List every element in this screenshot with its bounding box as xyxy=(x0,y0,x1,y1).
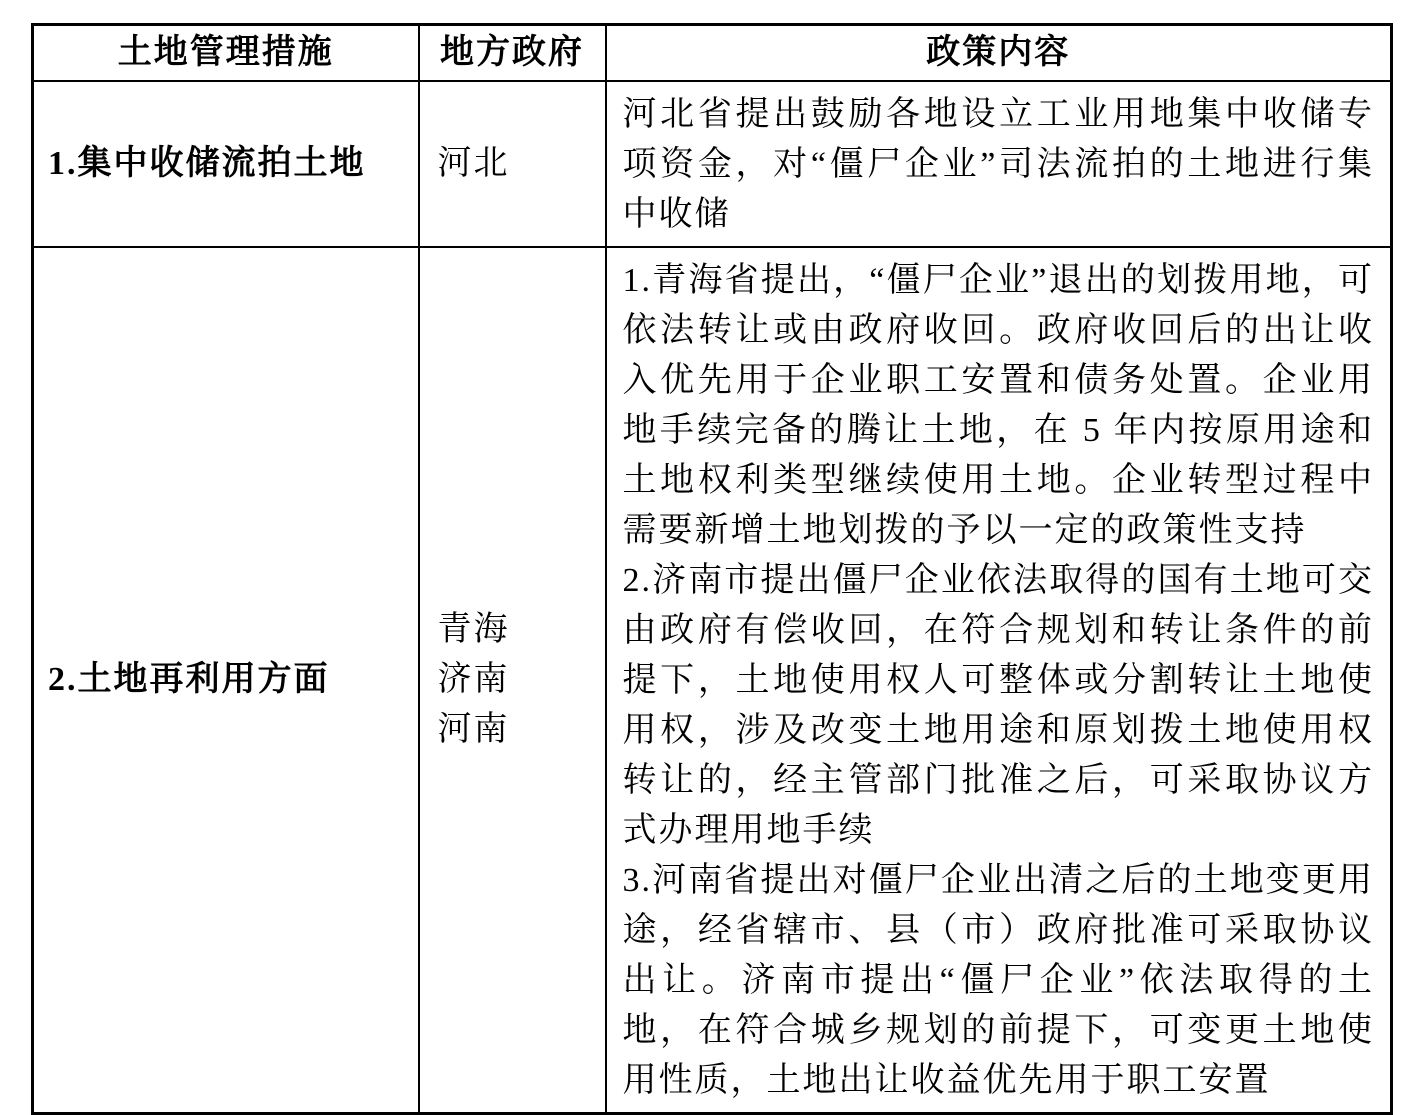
header-cell-measure: 土地管理措施 xyxy=(33,25,419,82)
government-name: 河北 xyxy=(437,145,510,182)
policy-paragraph: 2.济南市提出僵尸企业依法取得的国有土地可交由政府有偿收回，在符合规划和转让条件的前提下，土地使用权人可整体或分割转让土地使用权，涉及改变土地用途和原划拨土地使用权转让的，经主管部门批准之后，可采取协议方式办理用地手续 xyxy=(622,562,1374,849)
government-name: 青海 xyxy=(437,611,510,648)
table-row xyxy=(33,247,1392,1114)
policy-cell-row2 xyxy=(606,247,1392,1114)
government-cell-row1 xyxy=(419,81,606,247)
government-cell-row2 xyxy=(419,247,606,1114)
measure-cell-row2: 2.土地再利用方面 xyxy=(33,247,419,1114)
policy-paragraph: 3.河南省提出对僵尸企业出清之后的土地变更用途，经省辖市、县（市）政府批准可采取协议出让。济南市提出“僵尸企业”依法取得的土地，在符合城乡规划的前提下，可变更土地使用性质，土地出让收益优先用于职工安置 xyxy=(622,862,1374,1099)
policy-paragraph: 河北省提出鼓励各地设立工业用地集中收储专项资金，对“僵尸企业”司法流拍的土地进行集中收储 xyxy=(622,96,1374,233)
measure-cell-row1: 1.集中收储流拍土地 xyxy=(33,81,419,247)
policy-cell-row1 xyxy=(606,81,1392,247)
land-policy-table xyxy=(31,23,1393,1115)
header-cell-government: 地方政府 xyxy=(419,25,606,82)
policy-paragraph: 1.青海省提出，“僵尸企业”退出的划拨用地，可依法转让或由政府收回。政府收回后的出让收入优先用于企业职工安置和债务处置。企业用地手续完备的腾让土地，在 5 年内按原用途和土地权利类型继续使用土地。企业转型过程中需要新增土地划拨的予以一定的政策性支持 xyxy=(622,262,1374,549)
government-name: 河南 xyxy=(437,711,510,748)
header-cell-policy: 政策内容 xyxy=(606,25,1392,82)
government-name: 济南 xyxy=(437,661,510,698)
table-row xyxy=(33,81,1392,247)
table-header-row xyxy=(33,25,1392,82)
